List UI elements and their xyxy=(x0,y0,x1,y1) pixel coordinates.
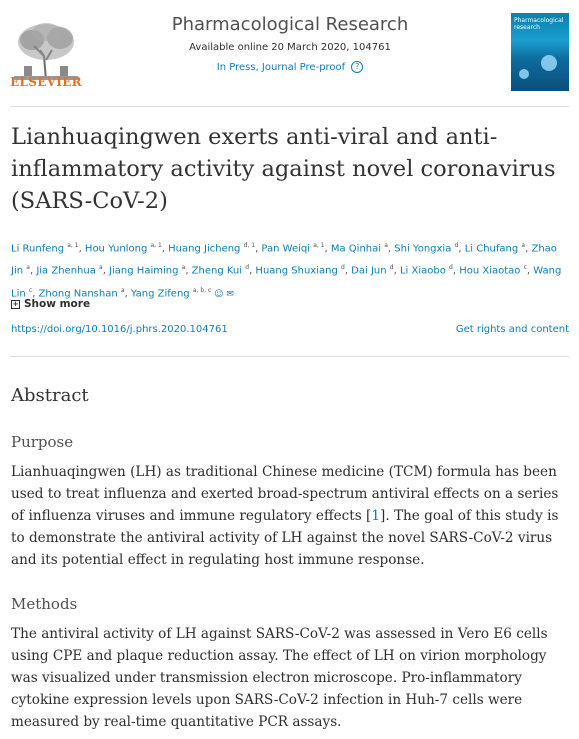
author-link[interactable]: Li Runfeng xyxy=(11,243,65,255)
author-affiliation[interactable]: a, 1 xyxy=(150,242,162,249)
author-separator: , xyxy=(344,265,352,277)
author-separator: , xyxy=(102,265,110,277)
author-affiliation[interactable]: a xyxy=(120,286,125,294)
author-separator: , xyxy=(452,265,460,277)
author-link[interactable]: Huang Jicheng xyxy=(168,243,241,255)
cover-graphic xyxy=(519,69,529,79)
cover-graphic xyxy=(541,55,557,71)
methods-paragraph: The antiviral activity of LH against SARS-CoV-2 was assessed in Vero E6 cells using CPE and plaque reduction assay. The effect of LH on virion morphology was visualized under transmission electron microscope. Pro-inflammatory cytokine expression levels upon SARS-CoV-2 infection in Huh-7 cells were measured by real-time quantitative PCR assays. xyxy=(11,626,548,730)
section-divider xyxy=(10,356,569,357)
author-separator: , xyxy=(161,243,169,255)
publisher-name: ELSEVIER xyxy=(10,75,82,89)
author-link[interactable]: Hou Xiaotao xyxy=(459,265,521,277)
author-affiliation[interactable]: c xyxy=(523,264,527,272)
author-separator: , xyxy=(393,265,400,277)
author-separator: , xyxy=(525,243,532,255)
author-link[interactable]: Li Xiaobo xyxy=(399,265,446,277)
purpose-text: ]. The goal of this study is to demonstrate the antiviral activity of LH against the novel SARS-CoV-2 virus and its potential effect in regulating host immune response. xyxy=(11,508,559,568)
author-separator: , xyxy=(458,243,465,255)
journal-header xyxy=(0,0,579,106)
author-separator: , xyxy=(255,243,262,255)
plus-icon: + xyxy=(12,299,19,308)
purpose-heading: Purpose xyxy=(11,433,74,451)
header-divider xyxy=(10,106,569,107)
abstract-heading: Abstract xyxy=(11,385,89,406)
author-separator: , xyxy=(249,265,256,277)
author-affiliation[interactable]: a xyxy=(99,264,103,272)
purpose-text: Lianhuaqingwen (LH) as traditional Chinese medicine (TCM) formula has been used to treat influenza and exerted broad-spectrum antiviral effects on a series of influenza viruses and immune regulatory effects [ xyxy=(11,464,559,524)
methods-heading: Methods xyxy=(11,595,78,613)
question-circle-icon[interactable]: ? xyxy=(351,61,363,73)
article-title: Lianhuaqingwen exerts anti-viral and anti-inflammatory activity against novel coronavirus (SARS-CoV-2) xyxy=(11,124,556,214)
author-link[interactable]: Zhao Jin xyxy=(11,243,557,277)
author-affiliation[interactable]: d xyxy=(454,242,459,249)
author-separator: , xyxy=(78,243,85,255)
email-icon[interactable]: ✉ xyxy=(223,288,234,299)
author-separator: , xyxy=(526,265,534,277)
author-link[interactable]: Wang Lin xyxy=(11,265,562,299)
doi-link[interactable]: https://doi.org/10.1016/j.phrs.2020.104761 xyxy=(11,324,228,335)
author-separator: , xyxy=(387,243,395,255)
author-affiliation[interactable]: d xyxy=(389,264,394,272)
journal-info xyxy=(100,14,480,73)
journal-cover-image[interactable] xyxy=(511,13,569,91)
author-separator: , xyxy=(29,265,37,277)
author-affiliation[interactable]: a xyxy=(181,264,186,272)
rights-link[interactable]: Get rights and content xyxy=(455,324,569,335)
author-link[interactable]: Shi Yongxia xyxy=(394,243,452,255)
journal-status[interactable] xyxy=(100,61,480,73)
status-text[interactable]: In Press, Journal Pre-proof xyxy=(216,61,346,73)
author-affiliation[interactable]: a, 1 xyxy=(313,242,325,249)
journal-title[interactable]: Pharmacological Research xyxy=(171,14,409,35)
author-separator: , xyxy=(32,287,39,299)
author-link[interactable]: Huang Shuxiang xyxy=(255,265,338,277)
author-affiliation[interactable]: d xyxy=(245,264,250,272)
author-affiliation[interactable]: a, b, c xyxy=(192,286,212,294)
author-link[interactable]: Ma Qinhai xyxy=(330,243,382,255)
author-separator: , xyxy=(124,287,131,299)
author-link[interactable]: Li Chufang xyxy=(464,243,519,255)
author-link[interactable]: Dai Jun xyxy=(351,265,387,277)
author-affiliation[interactable]: d, 1 xyxy=(243,242,256,249)
author-affiliation[interactable]: a xyxy=(521,242,526,249)
availability-date: Available online 20 March 2020, 104761 xyxy=(189,42,391,53)
author-affiliation[interactable]: d xyxy=(449,264,453,272)
author-list xyxy=(11,236,571,304)
author-separator: , xyxy=(324,243,331,255)
author-affiliation[interactable]: a, 1 xyxy=(67,242,79,249)
reference-link[interactable]: 1 xyxy=(371,508,381,524)
author-link[interactable]: Hou Yunlong xyxy=(84,243,148,255)
author-link[interactable]: Jia Zhenhua xyxy=(36,265,96,277)
author-link[interactable]: Jiang Haiming xyxy=(109,265,179,277)
show-more-label: Show more xyxy=(24,298,91,310)
purpose-paragraph xyxy=(11,461,566,571)
person-icon[interactable]: ☺ xyxy=(211,288,224,299)
author-affiliation[interactable]: a xyxy=(26,264,30,272)
author-separator: , xyxy=(185,265,192,277)
author-link[interactable]: Zheng Kui xyxy=(191,265,243,277)
author-affiliation[interactable]: c xyxy=(28,286,33,294)
show-more-button[interactable] xyxy=(11,298,90,310)
author-link[interactable]: Zhong Nanshan xyxy=(38,287,118,299)
author-link[interactable]: Yang Zifeng xyxy=(130,287,190,299)
cover-title: Pharmacological research xyxy=(514,17,564,31)
author-link[interactable]: Pan Weiqi xyxy=(261,243,311,255)
author-affiliation[interactable]: d xyxy=(341,264,345,272)
author-affiliation[interactable]: a xyxy=(384,242,388,249)
